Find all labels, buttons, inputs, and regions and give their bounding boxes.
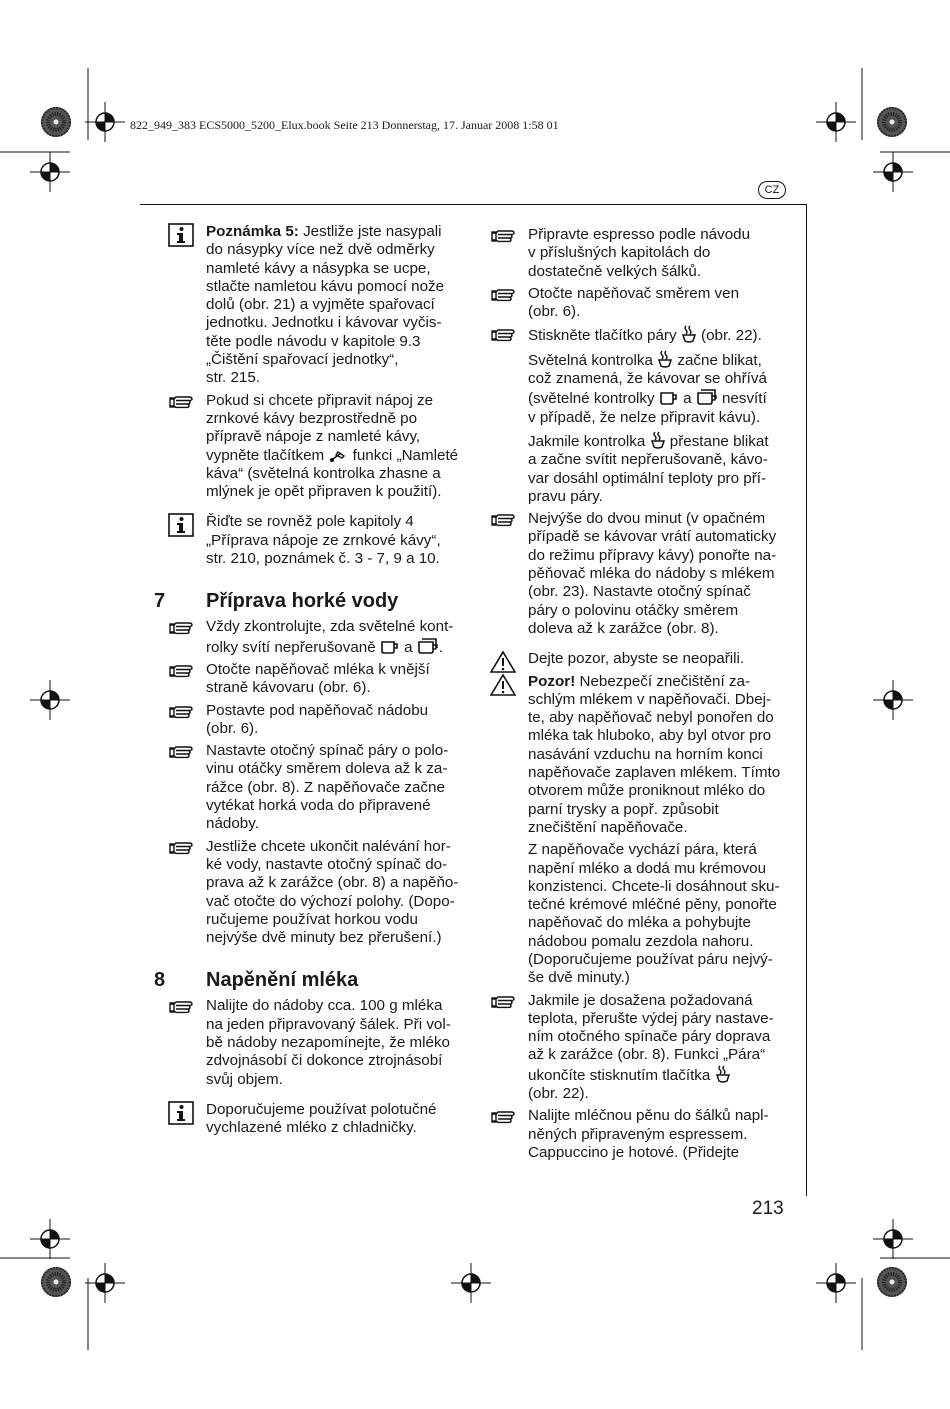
text-line: „Příprava nápoje ze zrnkové kávy“, xyxy=(206,531,441,549)
text-line: Vždy zkontrolujte, zda světelné kont- xyxy=(206,618,454,636)
print-header: 822_949_383 ECS5000_5200_Elux.book Seite 213 Donnerstag, 17. Januar 2008 1:58 01 xyxy=(130,118,559,132)
text-line: Cappuccino je hotové. (Přidejte xyxy=(528,1143,740,1161)
text-line: Jestliže jste nasypali xyxy=(298,223,442,240)
text-line: vypněte tlačítkem xyxy=(206,446,329,464)
pointing-hand-icon xyxy=(490,1109,516,1125)
country-badge: CZ xyxy=(758,181,786,199)
info-icon xyxy=(168,513,194,537)
s7-step-check-lights xyxy=(168,618,468,657)
text-line: prava až k zarážce (obr. 8) a napěňo- xyxy=(206,874,459,892)
text-line: a začne svítit nepřerušovaně, kávo- xyxy=(528,451,768,469)
text-line: nesvítí xyxy=(717,390,767,408)
warning-contamination xyxy=(490,673,790,988)
text-line: Připravte espresso podle návodu xyxy=(528,226,751,243)
text-line: zrnkové kávy bezprostředně po xyxy=(206,409,418,427)
pointing-hand-icon xyxy=(168,704,194,720)
one-cup-icon xyxy=(380,639,400,655)
text-line: nasávání vzduchu na horním konci xyxy=(528,745,763,763)
text-line: v příslušných kapitolách do xyxy=(528,244,711,262)
text-line: vinu otáčky směrem doleva až k za- xyxy=(206,760,448,778)
text-line: nejvýše dvě minuty bez přerušení.) xyxy=(206,929,442,947)
instruction-bean-coffee xyxy=(168,392,468,502)
warning-icon xyxy=(490,673,516,697)
warning-icon xyxy=(490,650,516,674)
top-rule xyxy=(140,204,807,205)
text-line: mlýnek je opět připraven k použití). xyxy=(206,483,442,501)
text-line: . xyxy=(438,638,444,656)
text-line: Nalijte do nádoby cca. 100 g mléka xyxy=(206,997,443,1015)
text-line: funkci „Namleté xyxy=(348,446,459,464)
text-line: vytékat horká voda do připravené xyxy=(206,797,431,815)
text-line: napění mléko a dodá mu krémovou xyxy=(528,859,767,877)
s8-step-pour-milk xyxy=(168,997,468,1088)
text-line: pravu páry. xyxy=(528,487,603,505)
r-step-steam-button xyxy=(490,325,790,506)
text-line: nádobou pomalu zezdola nahoru. xyxy=(528,932,754,950)
text-line: pěňovač mléka do nádoby s mlékem xyxy=(528,565,775,583)
text-line: str. 210, poznámek č. 3 - 7, 9 a 10. xyxy=(206,550,440,568)
text-line: otvorem může proniknout mléko do xyxy=(528,782,766,800)
text-line: (obr. 6). xyxy=(528,303,581,321)
text-line: do násypky více než dvě odměrky xyxy=(206,241,435,259)
text-line: var dosáhl optimální teploty pro pří- xyxy=(528,469,767,487)
text-line: bě nádoby nezapomínejte, že mléko xyxy=(206,1033,451,1051)
r-step-immerse xyxy=(490,510,790,638)
text-line: tečné krémové mléčné pěny, ponořte xyxy=(528,896,777,914)
text-line: Jestliže chcete ukončit nalévání hor- xyxy=(206,837,451,855)
text-line: svůj objem. xyxy=(206,1070,283,1088)
s7-step-turn-frother xyxy=(168,661,468,698)
text-line: str. 215. xyxy=(206,369,261,387)
s7-step-place-container xyxy=(168,702,468,739)
text-line: straně kávovaru (obr. 6). xyxy=(206,679,371,697)
text-line: a xyxy=(399,638,417,656)
r-step-turn-out xyxy=(490,285,790,322)
section-number: 8 xyxy=(154,969,166,992)
text-line: Světelná kontrolka xyxy=(528,351,658,369)
text-line: Stiskněte tlačítko páry xyxy=(528,327,681,345)
pointing-hand-icon xyxy=(490,327,516,343)
text-line: káva“ (světelná kontrolka zhasne a xyxy=(206,464,441,482)
text-line: še dvě minuty.) xyxy=(528,969,630,987)
text-line: až k zarážce (obr. 8). Funkci „Pára“ xyxy=(528,1046,766,1064)
text-line: ké vody, nastavte otočný spínač do- xyxy=(206,855,448,873)
text-line: do režimu přípravy kávy) ponořte na- xyxy=(528,546,777,564)
text-line: Řiďte se rovněž pole kapitoly 4 xyxy=(206,513,414,531)
note-chapter-4 xyxy=(168,513,468,568)
text-line: ním otočného spínače páry doprava xyxy=(528,1028,771,1046)
section-number: 7 xyxy=(154,590,166,613)
pointing-hand-icon xyxy=(168,744,194,760)
text-line: (obr. 23). Nastavte otočný spínač xyxy=(528,583,751,601)
r-step-pour-foam xyxy=(490,1107,790,1162)
text-line: Z napěňovače vychází pára, která xyxy=(528,841,757,859)
text-line: a xyxy=(678,390,696,408)
text-line: přípravě nápoje z namleté kávy, xyxy=(206,428,421,446)
text-line: nádoby. xyxy=(206,815,259,833)
left-column xyxy=(154,223,468,1137)
text-line: páry o polovinu otáčky směrem xyxy=(528,601,739,619)
text-line: Jakmile je dosažena požadovaná xyxy=(528,991,753,1009)
pointing-hand-icon xyxy=(168,840,194,856)
pointing-hand-icon xyxy=(490,994,516,1010)
text-line: teplota, přerušte výdej páry nastave- xyxy=(528,1009,774,1027)
warning-label: Pozor! xyxy=(528,672,576,690)
section-title: Příprava horké vody xyxy=(206,590,399,613)
steam-icon xyxy=(681,325,697,343)
info-icon xyxy=(168,223,194,247)
text-line: rážce (obr. 8). Z napěňovače začne xyxy=(206,778,445,796)
text-line: začne blikat, xyxy=(673,351,762,369)
text-line: Otočte napěňovač mléka k vnější xyxy=(206,660,430,678)
right-column xyxy=(490,226,790,1162)
text-line: ručujeme používat horkou vodu xyxy=(206,910,418,928)
text-line: Nalijte mléčnou pěnu do šálků napl- xyxy=(528,1107,769,1125)
s7-step-stop xyxy=(168,838,468,948)
text-line: což znamená, že kávovar se ohřívá xyxy=(528,370,767,388)
s8-note-milk xyxy=(168,1101,468,1138)
text-line: (obr. 22). xyxy=(696,327,762,345)
pointing-hand-icon xyxy=(490,287,516,303)
pointing-hand-icon xyxy=(168,663,194,679)
one-cup-icon xyxy=(659,390,679,406)
two-cups-icon xyxy=(696,388,718,406)
info-icon xyxy=(168,1101,194,1125)
text-line: těte podle návodu v kapitole 9.3 xyxy=(206,332,421,350)
text-line: te, aby napěňovač nebyl ponořen do xyxy=(528,709,774,727)
text-line: napěňovač do mléka a pohybujte xyxy=(528,914,751,932)
text-line: napěňovače zaplaven mlékem. Tímto xyxy=(528,764,781,782)
text-line: Nastavte otočný spínač páry o polo- xyxy=(206,742,449,760)
text-line: konzistenci. Chcete-li dosáhnout sku- xyxy=(528,877,780,895)
pointing-hand-icon xyxy=(168,394,194,410)
text-line: Jakmile kontrolka xyxy=(528,432,650,450)
text-line: znečištění napěňovače. xyxy=(528,818,688,836)
text-line: případě se kávovar vrátí automaticky xyxy=(528,528,777,546)
note-5 xyxy=(168,223,468,388)
section-8-heading xyxy=(154,967,468,993)
text-line: rolky svítí nepřerušovaně xyxy=(206,638,380,656)
text-line: (obr. 6). xyxy=(206,719,259,737)
text-line: vač otočte do výchozí polohy. (Dopo- xyxy=(206,892,455,910)
two-cups-icon xyxy=(417,637,439,655)
text-line: jednotku. Jednotku i kávovar vyčis- xyxy=(206,314,442,332)
text-line: Otočte napěňovač směrem ven xyxy=(528,284,740,302)
section-title: Napěnění mléka xyxy=(206,969,359,992)
pointing-hand-icon xyxy=(168,999,194,1015)
text-line: Nejvýše do dvou minut (v opačném xyxy=(528,510,766,528)
note-label: Poznámka 5: xyxy=(206,223,299,240)
text-line: v případě, že nelze připravit kávu). xyxy=(528,408,761,426)
text-line: dolů (obr. 21) a vyjměte spařovací xyxy=(206,296,435,314)
text-line: ukončíte stisknutím tlačítka xyxy=(528,1066,715,1084)
text-line: (obr. 22). xyxy=(528,1085,589,1103)
text-line: parní trysky a popř. způsobit xyxy=(528,800,719,818)
r-step-stop-steam xyxy=(490,992,790,1104)
pointing-hand-icon xyxy=(490,228,516,244)
text-line: Postavte pod napěňovač nádobu xyxy=(206,701,429,719)
text-line: zdvojnásobí či dokonce ztrojnásobí xyxy=(206,1052,443,1070)
section-7-heading xyxy=(154,588,468,614)
steam-icon xyxy=(715,1065,731,1083)
s7-step-steam-knob xyxy=(168,742,468,833)
text-line: Nebezpečí znečištění za- xyxy=(575,672,750,690)
warning-scald xyxy=(490,650,790,668)
text-line: doleva až k zarážce (obr. 8). xyxy=(528,619,719,637)
pointing-hand-icon xyxy=(490,512,516,528)
text-line: (světelné kontrolky xyxy=(528,390,659,408)
grind-icon xyxy=(328,451,348,463)
text-line: (Doporučujeme používat páru nejvý- xyxy=(528,950,773,968)
text-line: Pokud si chcete připravit nápoj ze xyxy=(206,391,434,409)
text-line: Doporučujeme používat polotučné xyxy=(206,1100,437,1118)
text-line: na jeden připravovaný šálek. Při vol- xyxy=(206,1015,451,1033)
page-number: 213 xyxy=(752,1198,784,1219)
steam-icon xyxy=(650,431,666,449)
text-line: namleté kávy a násypka se ucpe, xyxy=(206,259,431,277)
text-line: něných připraveným espressem. xyxy=(528,1125,748,1143)
text-line: vychlazené mléko z chladničky. xyxy=(206,1119,417,1137)
text-line: „Čištění spařovací jednotky“, xyxy=(206,351,399,369)
text-line: stlačte namletou kávu pomocí nože xyxy=(206,277,445,295)
right-rule xyxy=(806,204,807,1196)
text-line: Dejte pozor, abyste se neopařili. xyxy=(528,650,745,668)
pointing-hand-icon xyxy=(168,620,194,636)
text-line: přestane blikat xyxy=(665,432,769,450)
steam-icon xyxy=(657,350,673,368)
text-line: mléka tak hluboko, aby byl otvor pro xyxy=(528,727,772,745)
r-step-espresso xyxy=(490,226,790,281)
text-line: dostatečně velkých šálků. xyxy=(528,262,702,280)
text-line: schlým mlékem v napěňovači. Dbej- xyxy=(528,690,772,708)
